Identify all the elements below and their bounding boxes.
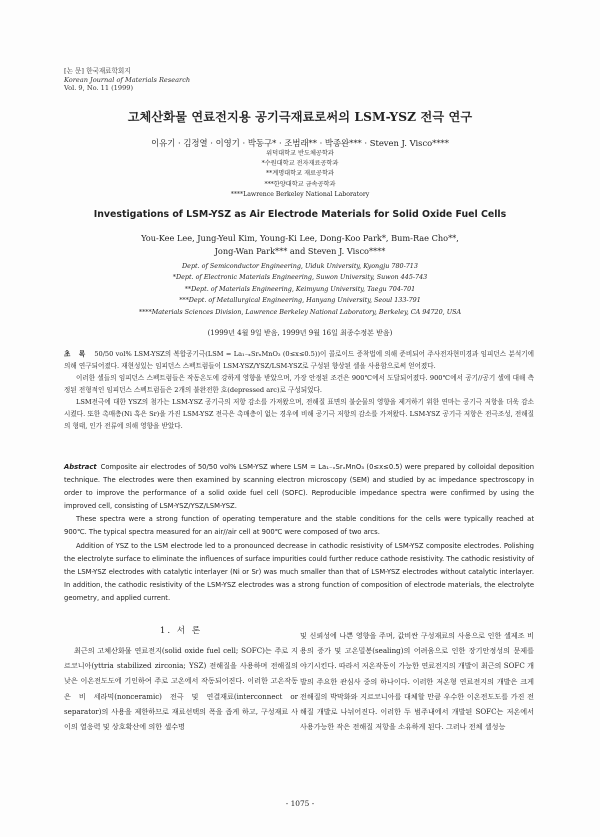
affiliations-english [0,261,600,318]
abstract-paragraph: Addition of YSZ to the LSM electrode led to a pronounced decrease in cathodic resistivity of LSM-YSZ composite electrodes. Polishing the electrolyte surface to eliminate the influences of surface impurities could further reduce cathode resistivity. The cathodic resistivity of the LSM-YSZ electrodes with catalytic interlayer (Ni or Sr) was much smaller than that of LSM-YSZ electrodes without catalytic interlayer. In addition, the cathodic resistivity of the LSM-YSZ electrodes was a strong function of composition of electrode materials, the electrolyte geometry, and applied current. [64,541,534,602]
abstract-text: 50/50 vol% LSM-YSZ의 복합공기극(LSM = La₁₋ₓSrₓMnO₃ (0≤x≤0.5))이 콜로이드 증착법에 의해 준비되어 주사전자현미경과 임피던스 분석기에 의해 연구되어졌다. 재현성있는 임피던스 스펙트럼들이 LSM-YSZ/YSZ/LSM-YSZ로 구성된 향상된 셀을 사용함으로써 얻어졌다. [64,350,534,370]
title-korean: 고체산화물 연료전지용 공기극재료로써의 LSM-YSZ 전극 연구 [127,110,473,124]
affiliation-line: *수원대학교 전자재료공학과 [261,160,339,168]
affiliation-line: ***한양대학교 금속공학과 [264,180,336,188]
abstract-text: Composite air electrodes of 50/50 vol% LSM-YSZ where LSM = La₁₋ₓSrₓMnO₃ (0≤x≤0.5) were prepared by colloidal deposition technique. The electrodes were then examined by scanning electron microscopy (SEM) and studied by ac impedance spectroscopy in order to improve the performance of a solid oxide fuel cell (SOFC). Reproducible impedance spectra were confirmed by using the improved cell, consisting of LSM-YSZ/YSZ/LSM-YSZ. [64,463,534,511]
authors-line: You-Kee Lee, Jung-Yeul Kim, Young-Ki Lee, Dong-Koo Park*, Bum-Rae Cho**, [141,233,459,243]
authors-english [0,232,600,257]
journal-header-line: [논 문] 한국재료학회지 [64,67,131,75]
affiliation-line: ****Materials Sciences Division, Lawrence Berkeley National Laboratory, Berkeley, CA 94720, USA [138,307,462,316]
abstract-korean [64,348,534,432]
journal-header [64,67,190,93]
title-english: Investigations of LSM-YSZ as Air Electrode Materials for Solid Oxide Fuel Cells [93,209,507,220]
abstract-paragraph: 이러한 셀들의 임피던스 스펙트럼들은 작동온도에 강하게 영향을 받았으며, 가장 안정된 조건은 900℃에서 도달되어졌다. 900℃에서 공기//공기 셀에 대해 측정된 전형적인 임피던스 스펙트럼들은 2개의 불완전한 호(depressed arc)로 구성되었다. [64,374,534,394]
affiliation-line: **Dept. of Materials Engineering, Keimyung University, Taegu 704-701 [184,284,416,293]
body-column-left [64,643,298,734]
journal-header-line: Vol. 9, No. 11 (1999) [64,84,134,93]
affiliation-line: *Dept. of Electronic Materials Engineering, Suwon University, Suwon 445-743 [172,273,428,282]
affiliations-korean [0,149,600,200]
received-dates: (1999년 4월 9일 받음, 1999년 9월 16일 최종수정본 받음) [207,329,393,337]
affiliation-line: 위덕대학교 반도체공학과 [266,150,334,157]
abstract-paragraph: LSM전극에 대한 YSZ의 첨가는 LSM-YSZ 공기극의 저항 감소를 가져왔으며, 전해질 표면의 불순물의 영향을 제거하기 위한 연마는 공기극 저항을 더욱 감소시켰다. 또한 촉매층(Ni 혹은 Sr)을 가진 LSM-YSZ 전극은 촉매층이 없는 경우에 비해 공기극 저항의 감소를 가져왔다. LSM-YSZ 공기극 저항은 전극조성, 전해질의 형태, 인가 전류에 의해 영향을 받았다. [64,398,534,430]
body-column-right [300,628,534,734]
affiliation-line: Dept. of Semiconductor Engineering, Uiduk University, Kyongju 780-713 [182,262,418,270]
abstract-paragraph [64,461,534,513]
page-number: - 1075 - [285,799,315,808]
authors-line: Jong-Wan Park*** and Steven J. Visco**** [214,245,386,256]
body-paragraph: 및 신뢰성에 나쁜 영향을 주며, 값비싼 구성재료의 사용으로 인한 셀제조 비용의 증가 및 고온밀봉(sealing)의 어려움으로 인한 장기안정성의 문제를 야기시킨다. 따라서 저온작동이 가능한 연료전지의 개발이 최근의 SOFC 개발의 주요한 관심사 중의 하나이다. 이러한 저온형 연료전지의 개발은 크게 전해질의 박막화와 지르코니아를 대체할 만큼 우수한 이온전도도를 가진 전해질 개발로 나뉘어진다. 이러한 두 범주내에서 개발된 SOFC는 저온에서 사용가능한 작은 전해질 저항을 소유하게 된다. 그러나 전체 셀성능 [300,631,534,732]
abstract-paragraph [64,348,534,372]
affiliation-line: ****Lawrence Berkeley National Laboratory [230,190,370,198]
abstract-english [64,461,534,605]
abstract-paragraph: These spectra were a strong function of operating temperature and the stable conditions for the cells were typically reached at 900℃. The typical spectra measured for an air//air cell at 900℃ were composed of two arcs. [64,515,534,537]
abstract-label: Abstract [64,463,97,471]
body-paragraph: 최근의 고체산화물 연료전지(solid oxide fuel cell; SOFC)는 주로 지르코니아(yttria stabilized zirconia; YSZ) 전해질을 사용하며 전해질의 낮은 이온전도도에 기인하여 주로 고온에서 작동되어진다. 이러한 고온작동은 비 세라믹(nonceramic) 전극 및 연결재료(interconnect or separator)의 사용을 제한하므로 재료선택의 폭을 좁게 하고, 구성재료 사이의 열응력 및 상호확산에 의한 셀수명 [64,646,298,732]
abstract-label: 초 록 [64,350,89,358]
affiliation-line: **계명대학교 재료공학과 [266,170,334,178]
section-heading: 1. 서 론 [159,626,203,636]
journal-header-line: Korean Journal of Materials Research [64,75,191,84]
authors-korean: 이유기 · 김정열 · 이영기 · 박동구* · 조범래** · 박종완*** · Steven J. Visco**** [151,138,449,148]
affiliation-line: ***Dept. of Metallurgical Engineering, Hanyang University, Seoul 133-791 [179,296,421,305]
